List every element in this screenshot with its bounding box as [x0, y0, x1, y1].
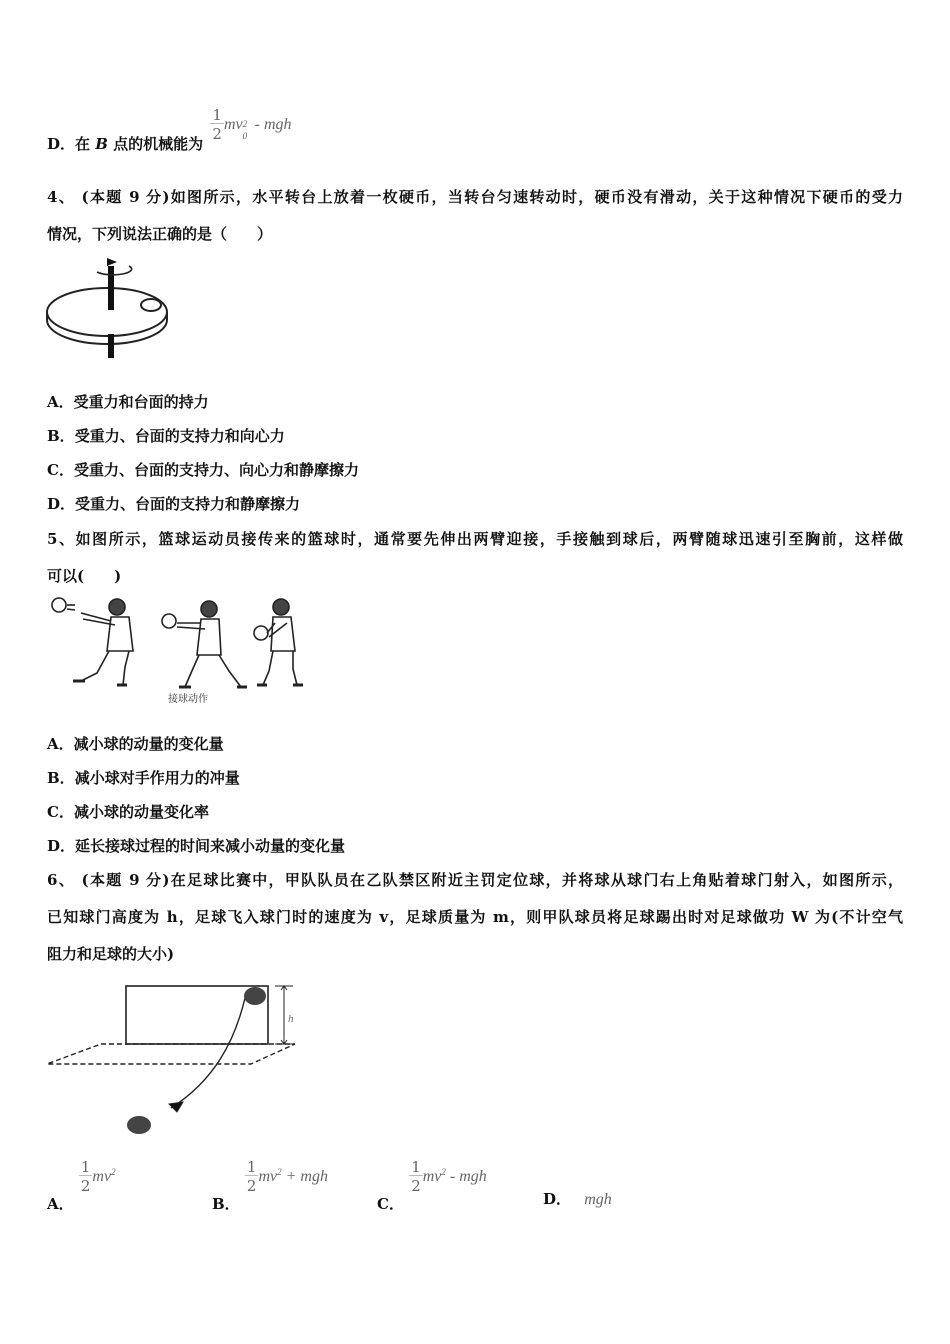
q5-option-d[interactable] [47, 835, 345, 856]
option-letter: B． [47, 427, 75, 445]
math-expr-rest: - mgh [250, 116, 292, 133]
option-text: 减小球的动量的变化量 [73, 735, 224, 753]
q4-stem-line2: 情况，下列说法正确的是（ ） [47, 225, 273, 243]
superscript: 2 [441, 1167, 446, 1177]
q4-option-b[interactable] [47, 425, 285, 446]
superscript: 2 [277, 1167, 282, 1177]
option-text: 在 [75, 135, 96, 153]
option-letter: C． [377, 1195, 404, 1213]
option-text: 受重力、台面的支持力和向心力 [74, 427, 285, 445]
figure-caption: 接球动作 [168, 694, 208, 705]
fraction-numerator: 1 [246, 1158, 257, 1176]
fraction [79, 1160, 93, 1194]
option-text: 点的机械能为 [107, 135, 204, 153]
option-letter: B． [212, 1195, 240, 1213]
option-letter: D． [47, 135, 76, 153]
fraction-denominator: 2 [411, 1177, 421, 1195]
math-expr: mv [258, 1168, 278, 1185]
option-text: 减小球对手作用力的冲量 [74, 769, 240, 787]
q5-stem-line2: 可以( ) [47, 567, 122, 585]
math-expr-rest: + mgh [281, 1168, 328, 1185]
option-text: 受重力和台面的持力 [73, 393, 209, 411]
option-text: 受重力、台面的支持力和静摩擦力 [75, 495, 301, 513]
superscript: 2 [242, 119, 248, 129]
fraction [210, 108, 224, 142]
fraction-numerator: 1 [212, 106, 222, 124]
q3-option-d[interactable] [47, 100, 292, 153]
fraction-denominator: 2 [212, 125, 222, 143]
option-letter: D． [543, 1190, 572, 1208]
fraction-numerator: 1 [80, 1158, 91, 1176]
math-expr: mgh [584, 1191, 612, 1208]
q5-stem-line1: 5、如图所示，篮球运动员接传来的篮球时，通常要先伸出两臂迎接，手接触到球后，两臂随球迅速引至胸前，这样做 [47, 530, 903, 548]
point-label: B [95, 135, 108, 153]
math-expr-rest: - mgh [445, 1168, 487, 1185]
figure-height-label: h [288, 1013, 294, 1025]
q6-option-a[interactable] [47, 1158, 116, 1213]
superscript: 2 [111, 1167, 116, 1177]
option-letter: D． [47, 837, 76, 855]
fraction-denominator: 2 [246, 1177, 257, 1195]
fraction [245, 1160, 259, 1194]
option-text: 减小球的动量变化率 [73, 803, 209, 821]
option-text: 延长接球过程的时间来减小动量的变化量 [75, 837, 346, 855]
soccer-goal-figure [45, 980, 305, 1140]
q6-option-b[interactable] [212, 1158, 328, 1213]
option-letter: D． [47, 495, 76, 513]
fraction-numerator: 1 [411, 1158, 421, 1176]
basketball-catch-figure [45, 593, 315, 705]
q5-option-c[interactable] [47, 801, 209, 822]
q6-option-d[interactable] [543, 1188, 612, 1209]
q4-option-d[interactable] [47, 493, 300, 514]
q5-option-b[interactable] [47, 767, 240, 788]
option-letter: A． [47, 1195, 74, 1213]
q6-stem-line1: 6、 (本题 9 分)在足球比赛中，甲队队员在乙队禁区附近主罚定位球，并将球从球门右上角贴着球门射入，如图所示， [47, 871, 903, 889]
math-expr: mv [92, 1168, 112, 1185]
fraction-denominator: 2 [80, 1177, 91, 1195]
fraction [409, 1160, 423, 1194]
option-letter: C． [47, 803, 74, 821]
q6-stem-line2: 已知球门高度为 h，足球飞入球门时的速度为 v，足球质量为 m，则甲队球员将足球踢出时对足球做功 W 为(不计空气 [47, 908, 903, 926]
q6-stem-line3: 阻力和足球的大小) [47, 945, 175, 963]
q5-option-a[interactable] [47, 733, 224, 754]
option-letter: C． [47, 461, 74, 479]
option-letter: B． [47, 769, 75, 787]
turntable-figure [45, 252, 175, 360]
option-letter: A． [47, 735, 74, 753]
math-expr: mv [422, 1168, 442, 1185]
option-text: 受重力、台面的支持力、向心力和静摩擦力 [73, 461, 359, 479]
q4-option-a[interactable] [47, 391, 209, 412]
option-letter: A． [47, 393, 74, 411]
q4-option-c[interactable] [47, 459, 359, 480]
math-expr: mv [223, 116, 243, 133]
subscript: 0 [242, 131, 248, 141]
q6-option-c[interactable] [377, 1158, 487, 1213]
q4-stem-line1: 4、 (本题 9 分)如图所示，水平转台上放着一枚硬币，当转台匀速转动时，硬币没有滑动，关于这种情况下硬币的受力 [47, 188, 903, 206]
